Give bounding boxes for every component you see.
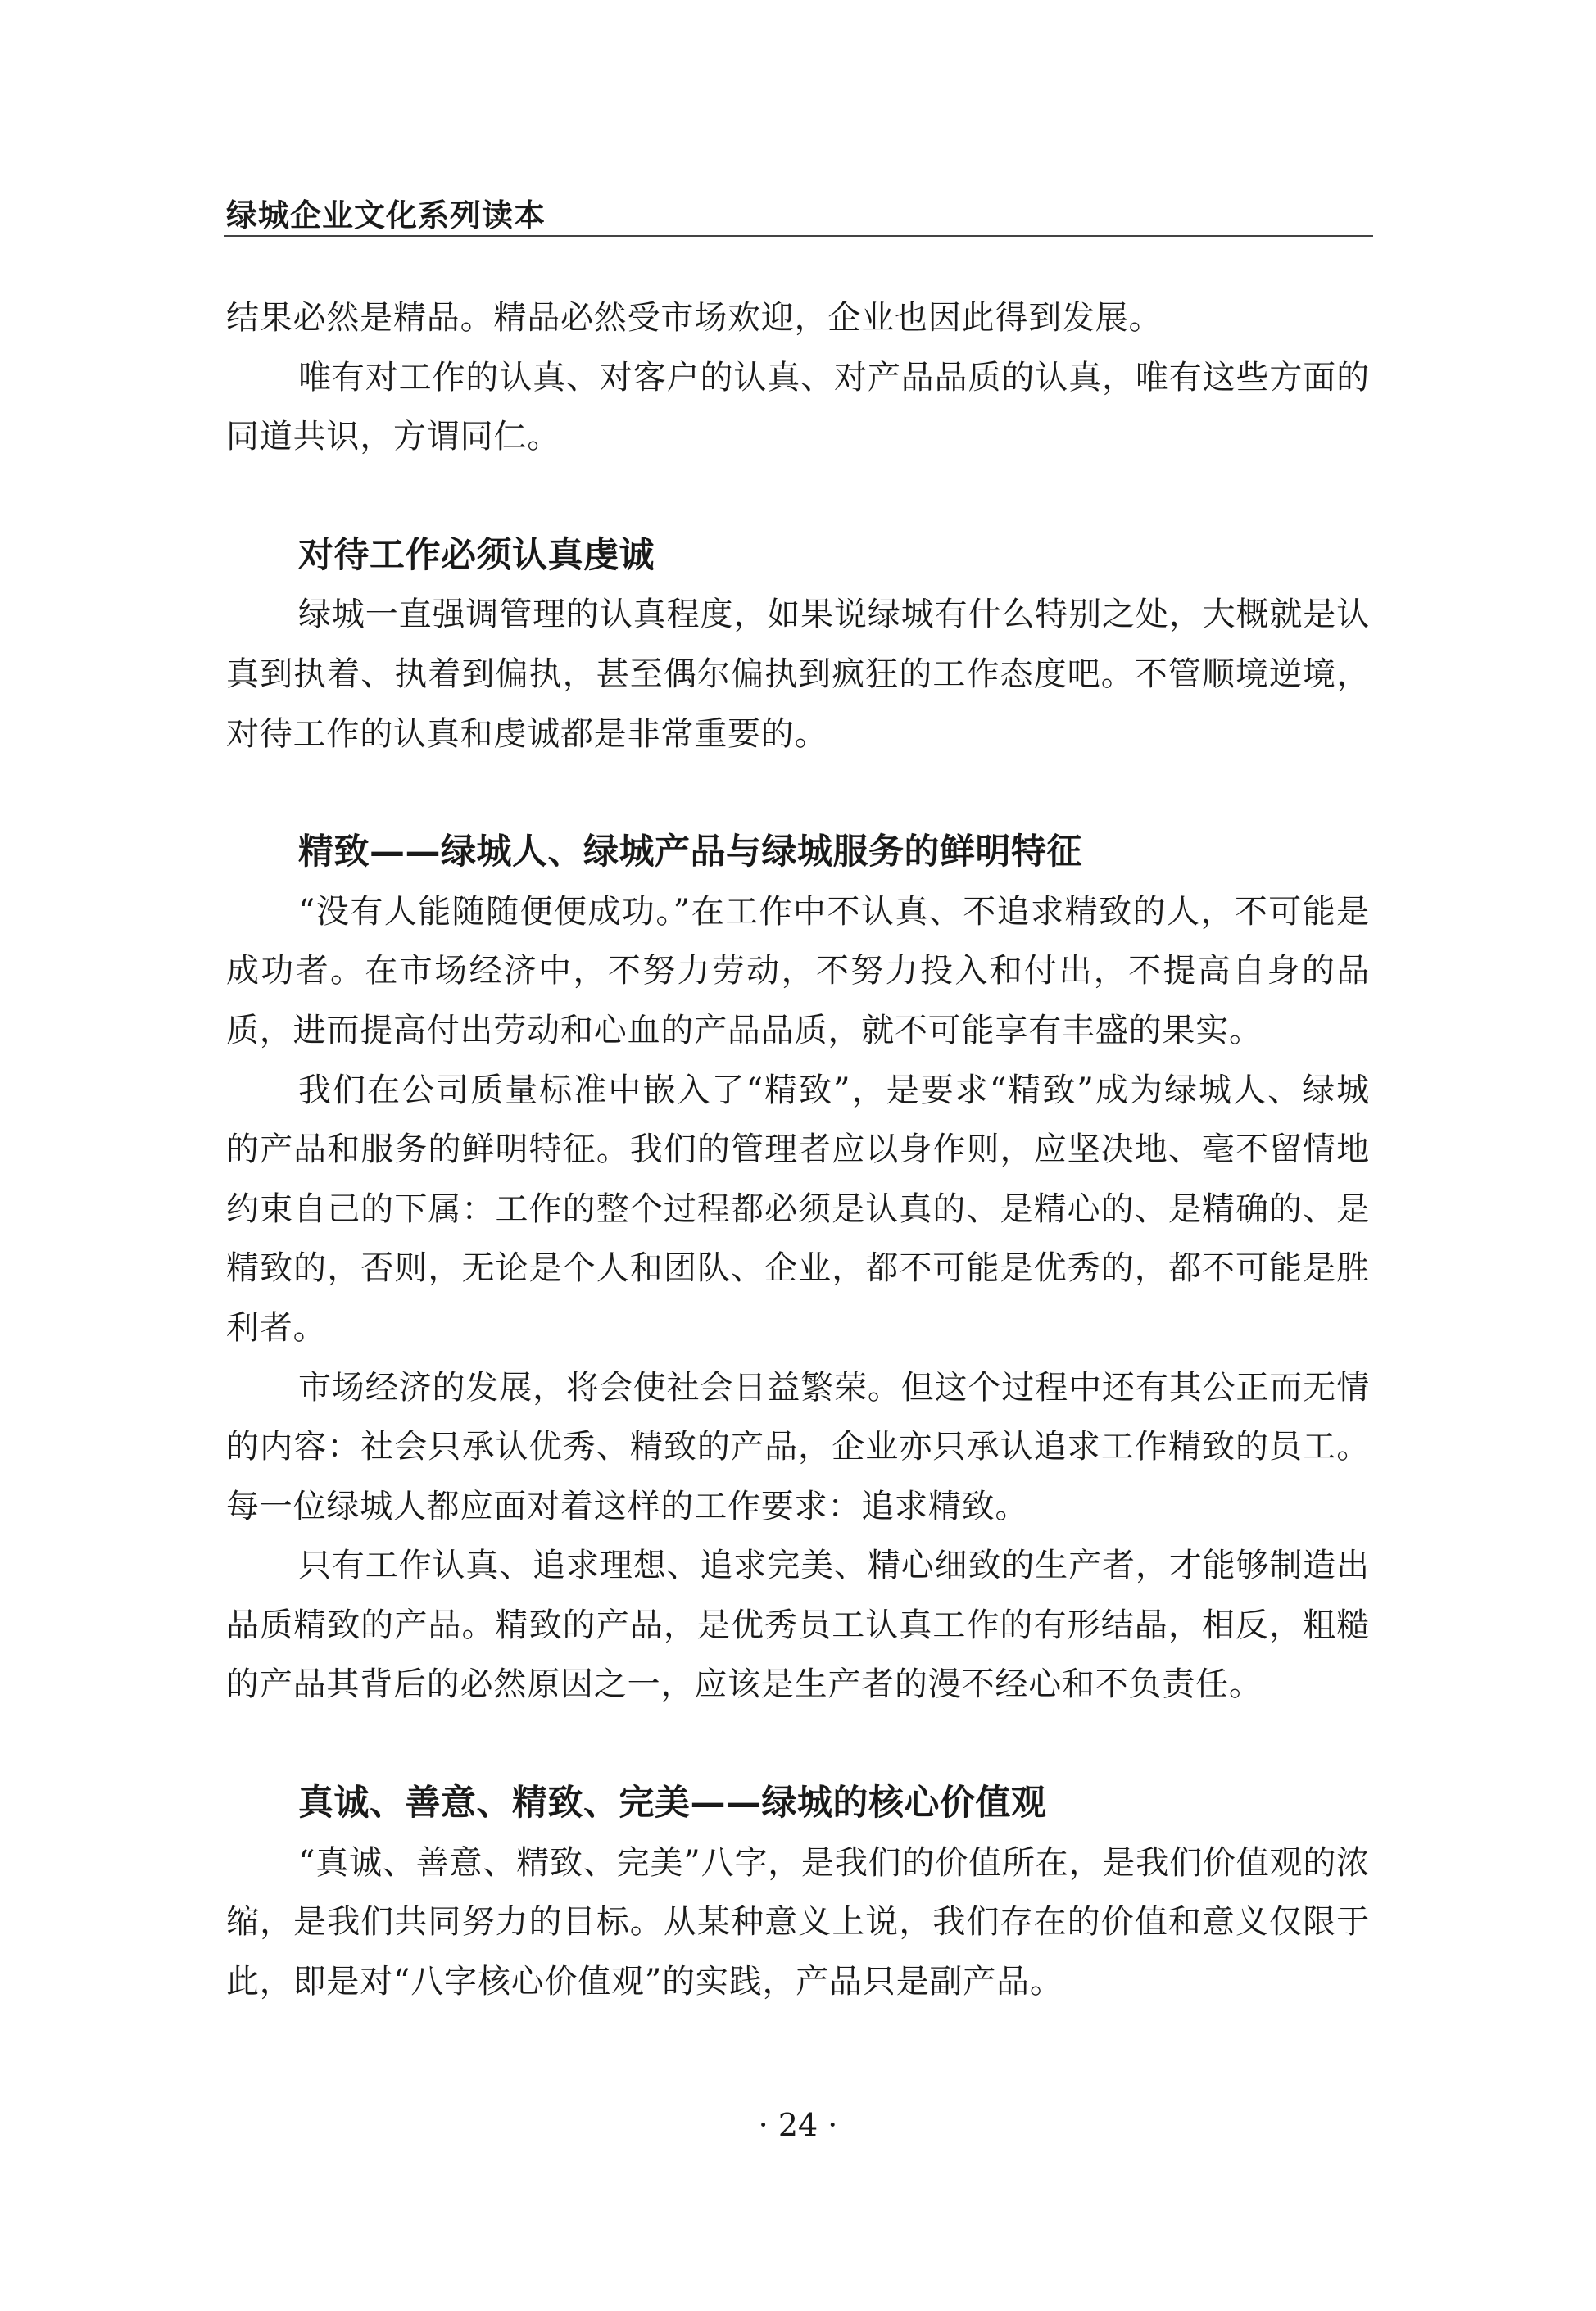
section-gap bbox=[226, 1715, 1370, 1774]
paragraph: 市场经济的发展，将会使社会日益繁荣。但这个过程中还有其公正而无情的内容：社会只承认优秀、精致的产品，企业亦只承认追求工作精致的员工。每一位绿城人都应面对着这样的工作要求：追求精致。 bbox=[226, 1368, 1370, 1525]
body-text bbox=[226, 288, 1370, 2011]
page-number: · 24 · bbox=[758, 2107, 838, 2143]
paragraph: “没有人能随随便便成功。”在工作中不认真、不追求精致的人，不可能是成功者。在市场经济中，不努力劳动，不努力投入和付出，不提高自身的品质，进而提高付出劳动和心血的产品品质，就不可能享有丰盛的果实。 bbox=[226, 892, 1370, 1049]
section-heading: 真诚、善意、精致、完美——绿城的核心价值观 bbox=[298, 1783, 1047, 1824]
paragraph: 绿城一直强调管理的认真程度，如果说绿城有什么特别之处，大概就是认真到执着、执着到偏执，甚至偶尔偏执到疯狂的工作态度吧。不管顺境逆境，对待工作的认真和虔诚都是非常重要的。 bbox=[226, 596, 1370, 753]
paragraph: 唯有对工作的认真、对客户的认真、对产品品质的认真，唯有这些方面的同道共识，方谓同仁。 bbox=[226, 358, 1370, 456]
section-gap bbox=[226, 467, 1370, 526]
paragraph: 我们在公司质量标准中嵌入了“精致”，是要求“精致”成为绿城人、绿城的产品和服务的鲜明特征。我们的管理者应以身作则，应坚决地、毫不留情地约束自己的下属：工作的整个过程都必须是认真的、是精心的、是精确的、是精致的，否则，无论是个人和团队、企业，都不可能是优秀的，都不可能是胜利者。 bbox=[226, 1071, 1370, 1347]
section-heading: 对待工作必须认真虔诚 bbox=[298, 534, 655, 576]
paragraph: 只有工作认真、追求理想、追求完美、精心细致的生产者，才能够制造出品质精致的产品。精致的产品，是优秀员工认真工作的有形结晶，相反，粗糙的产品其背后的必然原因之一，应该是生产者的漫不经心和不负责任。 bbox=[226, 1547, 1370, 1704]
paragraph: “真诚、善意、精致、完美”八字，是我们的价值所在，是我们价值观的浓缩，是我们共同努力的目标。从某种意义上说，我们存在的价值和意义仅限于此，即是对“八字核心价值观”的实践，产品只是副产品。 bbox=[226, 1843, 1370, 2001]
running-header: 绿城企业文化系列读本 bbox=[226, 197, 546, 233]
section-gap bbox=[226, 764, 1370, 822]
section-heading: 精致——绿城人、绿城产品与绿城服务的鲜明特征 bbox=[298, 832, 1082, 873]
paragraph: 结果必然是精品。精品必然受市场欢迎，企业也因此得到发展。 bbox=[226, 299, 1163, 337]
header-rule bbox=[224, 235, 1373, 237]
